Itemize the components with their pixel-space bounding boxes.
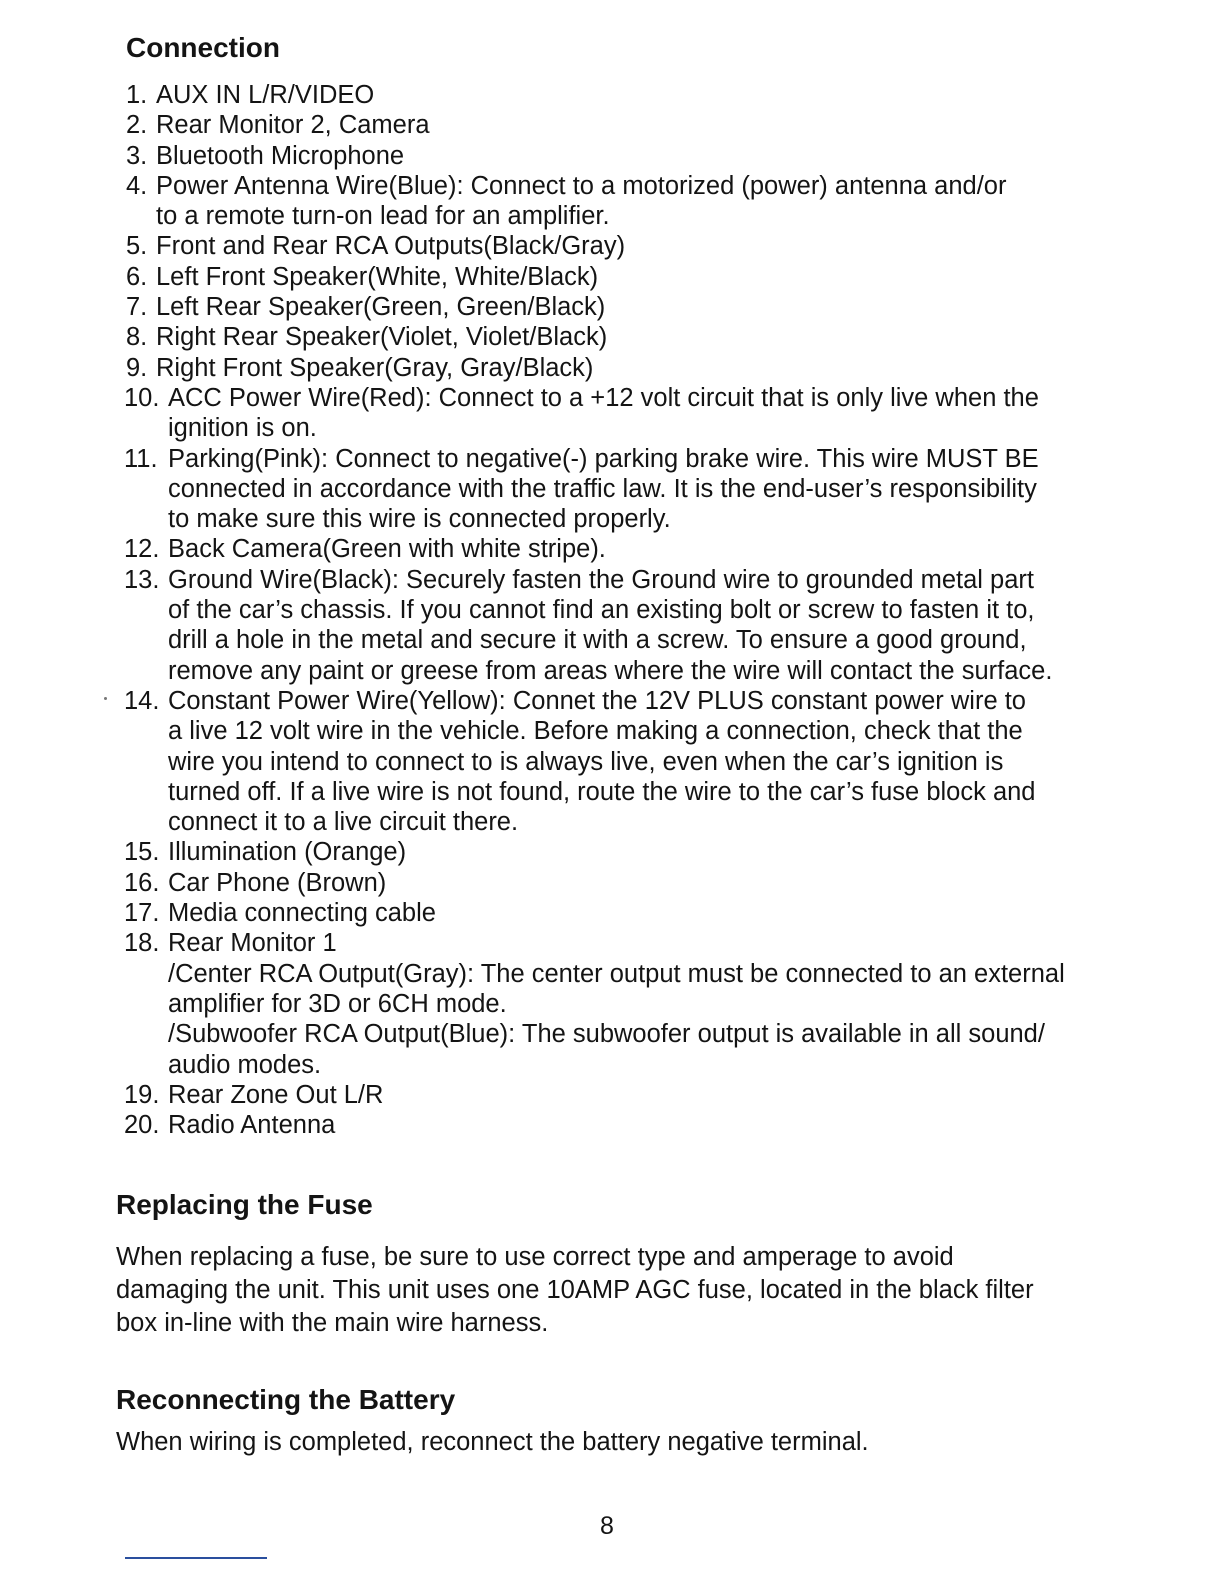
list-item-number: 17. [124, 899, 160, 928]
list-item [0, 928, 1224, 1079]
reconnecting-battery-heading: Reconnecting the Battery [116, 1384, 456, 1415]
list-item [0, 80, 1224, 110]
list-item-number: 10. [124, 383, 160, 412]
connection-heading: Connection [126, 32, 280, 63]
replacing-fuse-heading: Replacing the Fuse [116, 1189, 373, 1220]
list-item [0, 353, 1224, 383]
list-item-text: Back Camera(Green with white stripe). [168, 535, 606, 564]
list-item-text: Right Rear Speaker(Violet, Violet/Black) [156, 323, 608, 352]
list-item-number: 18. [124, 929, 160, 958]
list-item [0, 383, 1224, 444]
list-item-text: Constant Power Wire(Yellow): Connet the 12V PLUS constant power wire to a live 12 volt wire in the vehicle. Before making a connection, check that the wire you intend to connect to is always live, even when the car’s ignition is turned off. If a live wire is not found, route the wire to the car’s fuse block and connect it to a live circuit there. [168, 686, 1036, 837]
list-item-number: 13. [124, 565, 160, 594]
list-item-number: 4. [126, 171, 148, 200]
list-item-text: Left Front Speaker(White, White/Black) [156, 262, 599, 291]
list-item-text: Front and Rear RCA Outputs(Black/Gray) [156, 232, 626, 261]
list-item-text: Car Phone (Brown) [168, 868, 387, 897]
list-item-text: Ground Wire(Black): Securely fasten the Ground wire to grounded metal part of the car’s chassis. If you cannot find an existing bolt or screw to fasten it to, drill a hole in the metal and secure it with a screw. To ensure a good ground, remove any paint or greese from areas where the wire will contact the surface. [168, 565, 1053, 685]
connection-list [0, 80, 1224, 1140]
list-item-text: ACC Power Wire(Red): Connect to a +12 volt circuit that is only live when the ignition is on. [168, 383, 1039, 443]
list-item-number: 20. [124, 1111, 160, 1140]
list-item-text: Rear Zone Out L/R [168, 1080, 384, 1109]
list-item [0, 262, 1224, 292]
list-item-text: Bluetooth Microphone [156, 141, 405, 170]
list-item-text: Radio Antenna [168, 1111, 336, 1140]
list-item-number: 7. [126, 293, 148, 322]
list-item [0, 171, 1224, 232]
list-item-number: 8. [126, 323, 148, 352]
list-item [0, 444, 1224, 535]
list-item [0, 110, 1224, 140]
margin-mark [104, 697, 107, 700]
list-item [0, 898, 1224, 928]
list-item-number: 1. [126, 81, 148, 109]
list-item-text: Right Front Speaker(Gray, Gray/Black) [156, 353, 594, 382]
list-item-number: 11. [124, 444, 158, 473]
list-item-number: 16. [124, 868, 160, 897]
list-item [0, 1110, 1224, 1140]
list-item-text: Media connecting cable [168, 899, 436, 928]
list-item-text: Power Antenna Wire(Blue): Connect to a motorized (power) antenna and/or to a remote turn-on lead for an amplifier. [156, 171, 1007, 231]
list-item-number: 9. [126, 353, 148, 382]
list-item [0, 534, 1224, 564]
list-item-number: 19. [124, 1080, 160, 1109]
list-item [0, 292, 1224, 322]
list-item-number: 5. [126, 232, 148, 261]
list-item [0, 231, 1224, 261]
list-item-number: 15. [124, 838, 160, 867]
bottom-rule [125, 1557, 267, 1559]
list-item-text: Rear Monitor 2, Camera [156, 111, 430, 140]
replacing-fuse-text: When replacing a fuse, be sure to use correct type and amperage to avoid damaging the unit. This unit uses one 10AMP AGC fuse, located in the black filter box in-line with the main wire harness. [116, 1243, 1034, 1337]
list-item-number: 6. [126, 262, 148, 291]
list-item [0, 837, 1224, 867]
list-item-text: Illumination (Orange) [168, 838, 407, 867]
list-item-number: 14. [124, 686, 160, 715]
list-item-text: Rear Monitor 1 /Center RCA Output(Gray): The center output must be connected to an external amplifier for 3D or 6CH mode. /Subwoofer RCA Output(Blue): The subwoofer output is available in all sound/ audio modes. [168, 929, 1065, 1079]
list-item-number: 2. [126, 111, 148, 140]
list-item [0, 686, 1224, 837]
list-item [0, 868, 1224, 898]
list-item [0, 565, 1224, 686]
list-item [0, 1080, 1224, 1110]
list-item [0, 322, 1224, 352]
reconnecting-battery-text: When wiring is completed, reconnect the battery negative terminal. [116, 1428, 869, 1456]
page-number: 8 [600, 1512, 614, 1540]
list-item-text: AUX IN L/R/VIDEO [156, 81, 375, 109]
list-item-number: 12. [124, 535, 160, 564]
list-item-text: Parking(Pink): Connect to negative(-) parking brake wire. This wire MUST BE connected in accordance with the traffic law. It is the end-user’s responsibility to make sure this wire is connected properly. [168, 444, 1039, 534]
list-item-number: 3. [126, 141, 148, 170]
list-item [0, 141, 1224, 171]
list-item-text: Left Rear Speaker(Green, Green/Black) [156, 293, 606, 322]
